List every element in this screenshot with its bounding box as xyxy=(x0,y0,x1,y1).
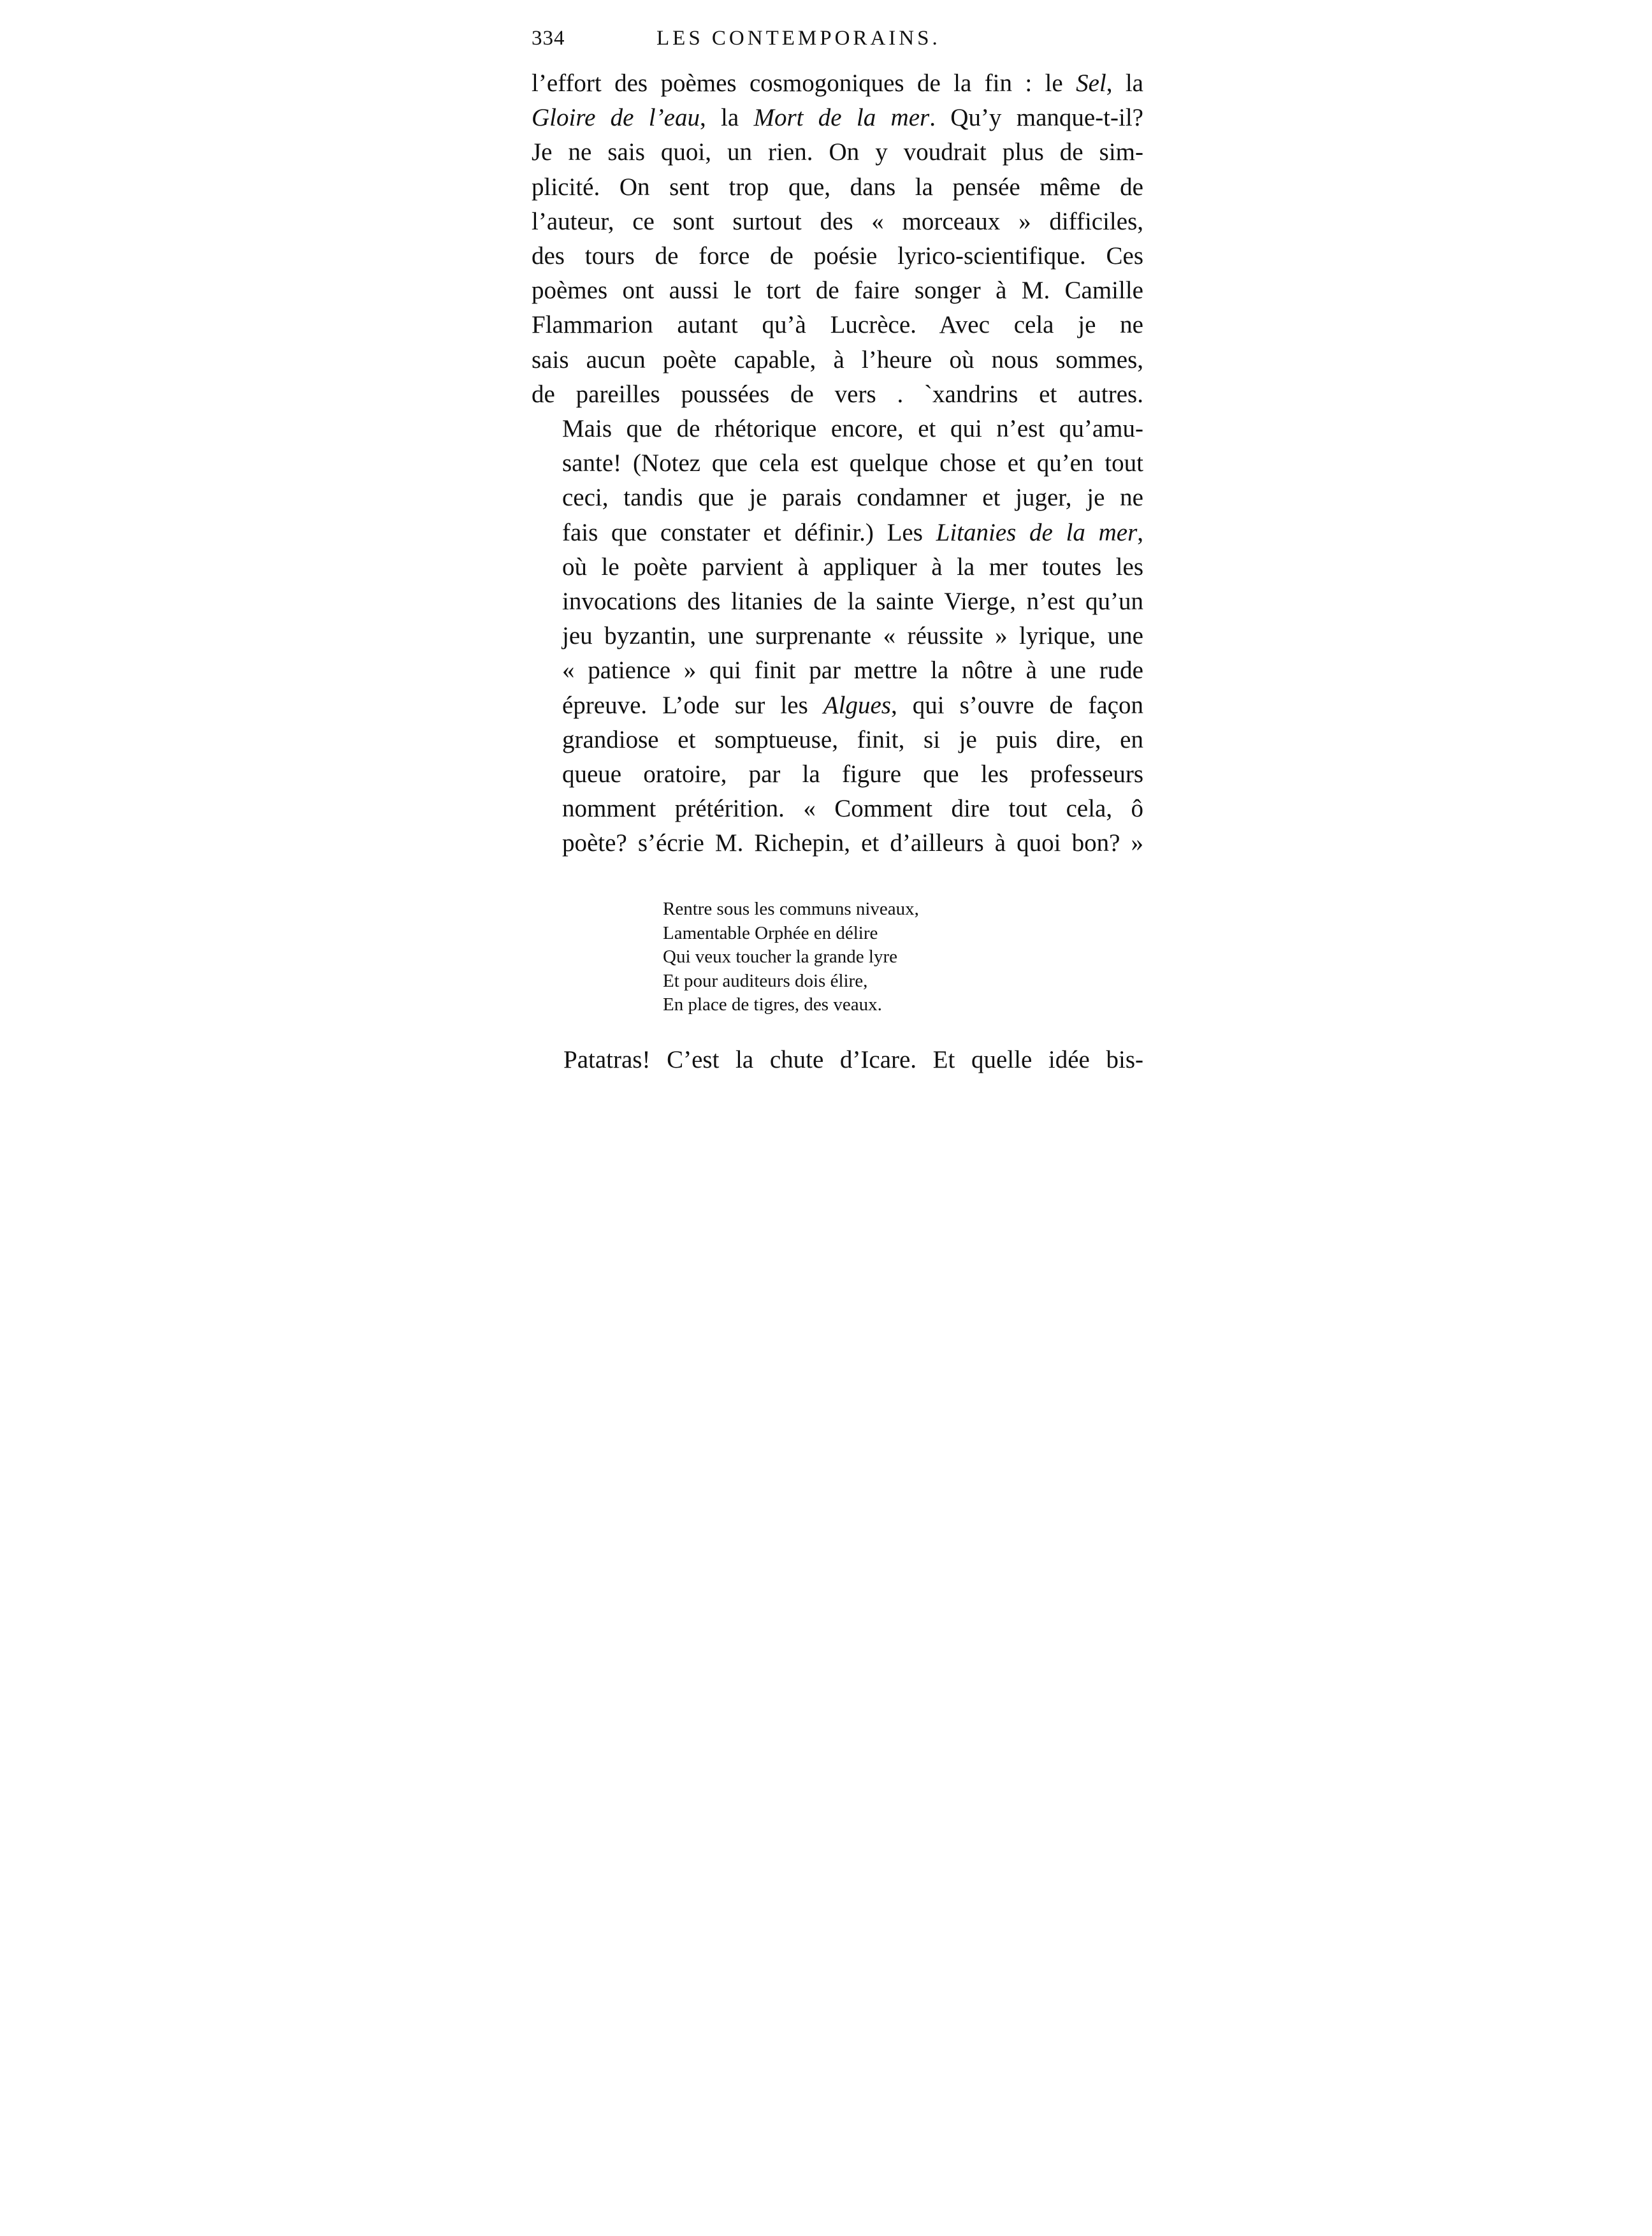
italic-title: Sel xyxy=(1076,69,1106,97)
text-line xyxy=(562,792,1143,826)
text-line xyxy=(562,446,1143,481)
text-line xyxy=(532,101,1143,135)
closing-line: Patatras! C’est la chute d’Icare. Et quelle idée bis- xyxy=(563,1046,1143,1073)
text-run: Je ne sais quoi, un rien. On y voudrait plus de sim- xyxy=(532,138,1143,166)
text-line xyxy=(562,619,1143,653)
text-line xyxy=(532,343,1143,377)
text-line xyxy=(532,170,1143,205)
text-run: sante! (Notez que cela est quelque chose et qu’en tout xyxy=(562,449,1143,477)
text-run: queue oratoire, par la figure que les professeurs xyxy=(562,760,1143,788)
text-line xyxy=(562,826,1143,860)
body-text xyxy=(532,66,1143,861)
text-run: ceci, tandis que je parais condamner et juger, je ne xyxy=(562,484,1143,512)
text-run: de pareilles poussées de vers . `xandrins et autres. xyxy=(532,380,1143,408)
text-line xyxy=(562,723,1143,757)
text-line xyxy=(532,377,1143,412)
text-line xyxy=(562,516,1143,550)
italic-title: Gloire de l’eau xyxy=(532,104,700,132)
text-run: , qui s’ouvre de façon xyxy=(890,691,1143,719)
text-run: poète? s’écrie M. Richepin, et d’ailleurs à quoi bon? » xyxy=(562,829,1143,857)
text-line xyxy=(562,653,1143,688)
text-run: Flammarion autant qu’à Lucrèce. Avec cela je ne xyxy=(532,311,1143,339)
italic-title: Algues xyxy=(823,691,891,719)
text-run: nomment prétérition. « Comment dire tout cela, ô xyxy=(562,795,1143,823)
text-line xyxy=(562,550,1143,584)
running-title: LES CONTEMPORAINS. xyxy=(656,27,941,50)
text-run: sais aucun poète capable, à l’heure où nous sommes, xyxy=(532,345,1143,374)
text-run: « patience » qui finit par mettre la nôtre à une rude xyxy=(562,657,1143,685)
text-run: des tours de force de poésie lyrico-scientifique. Ces xyxy=(532,242,1143,270)
text-run: épreuve. L’ode sur les xyxy=(562,691,823,719)
text-run: grandiose et somptueuse, finit, si je puis dire, en xyxy=(562,725,1143,753)
text-line xyxy=(562,412,1143,446)
text-run: , xyxy=(1137,518,1143,546)
poem-line: Et pour auditeurs dois élire, xyxy=(663,970,868,991)
text-run: poèmes ont aussi le tort de faire songer à M. Camille xyxy=(532,277,1143,305)
text-line xyxy=(562,481,1143,515)
text-line xyxy=(532,308,1143,342)
text-line xyxy=(532,273,1143,308)
text-line xyxy=(532,239,1143,273)
paragraph-2 xyxy=(532,412,1143,861)
poem-line: En place de tigres, des veaux. xyxy=(663,994,882,1015)
poem-line: Qui veux toucher la grande lyre xyxy=(663,947,897,967)
verse-quotation xyxy=(663,897,1020,1017)
italic-title: Mort de la mer xyxy=(753,104,930,132)
paragraph-1 xyxy=(532,66,1143,412)
text-run: invocations des litanies de la sainte Vierge, n’est qu’un xyxy=(562,588,1143,616)
text-run: où le poète parvient à appliquer à la mer toutes les xyxy=(562,553,1143,581)
text-run: l’auteur, ce sont surtout des « morceaux » difficiles, xyxy=(532,207,1143,235)
text-run: jeu byzantin, une surprenante « réussite » lyrique, une xyxy=(562,622,1143,650)
page-number: 334 xyxy=(532,27,565,50)
text-run: fais que constater et définir.) Les xyxy=(562,518,936,546)
poem-line: Rentre sous les communs niveaux, xyxy=(663,899,919,919)
text-line xyxy=(562,688,1143,723)
text-run: , la xyxy=(699,104,754,132)
text-line xyxy=(562,584,1143,619)
poem-line: Lamentable Orphée en délire xyxy=(663,922,878,943)
text-line xyxy=(532,205,1143,239)
italic-title: Litanies de la mer xyxy=(936,518,1138,546)
text-run: , la xyxy=(1106,69,1143,97)
text-run: . Qu’y manque-t-il? xyxy=(929,104,1143,132)
text-line xyxy=(562,757,1143,792)
text-run: plicité. On sent trop que, dans la pensée même de xyxy=(532,173,1143,201)
page-header xyxy=(532,27,1143,62)
text-run: l’effort des poèmes cosmogoniques de la fin : le xyxy=(532,69,1076,97)
text-run: Mais que de rhétorique encore, et qui n’est qu’amu- xyxy=(562,415,1143,443)
text-line xyxy=(532,66,1143,101)
text-line xyxy=(532,135,1143,170)
